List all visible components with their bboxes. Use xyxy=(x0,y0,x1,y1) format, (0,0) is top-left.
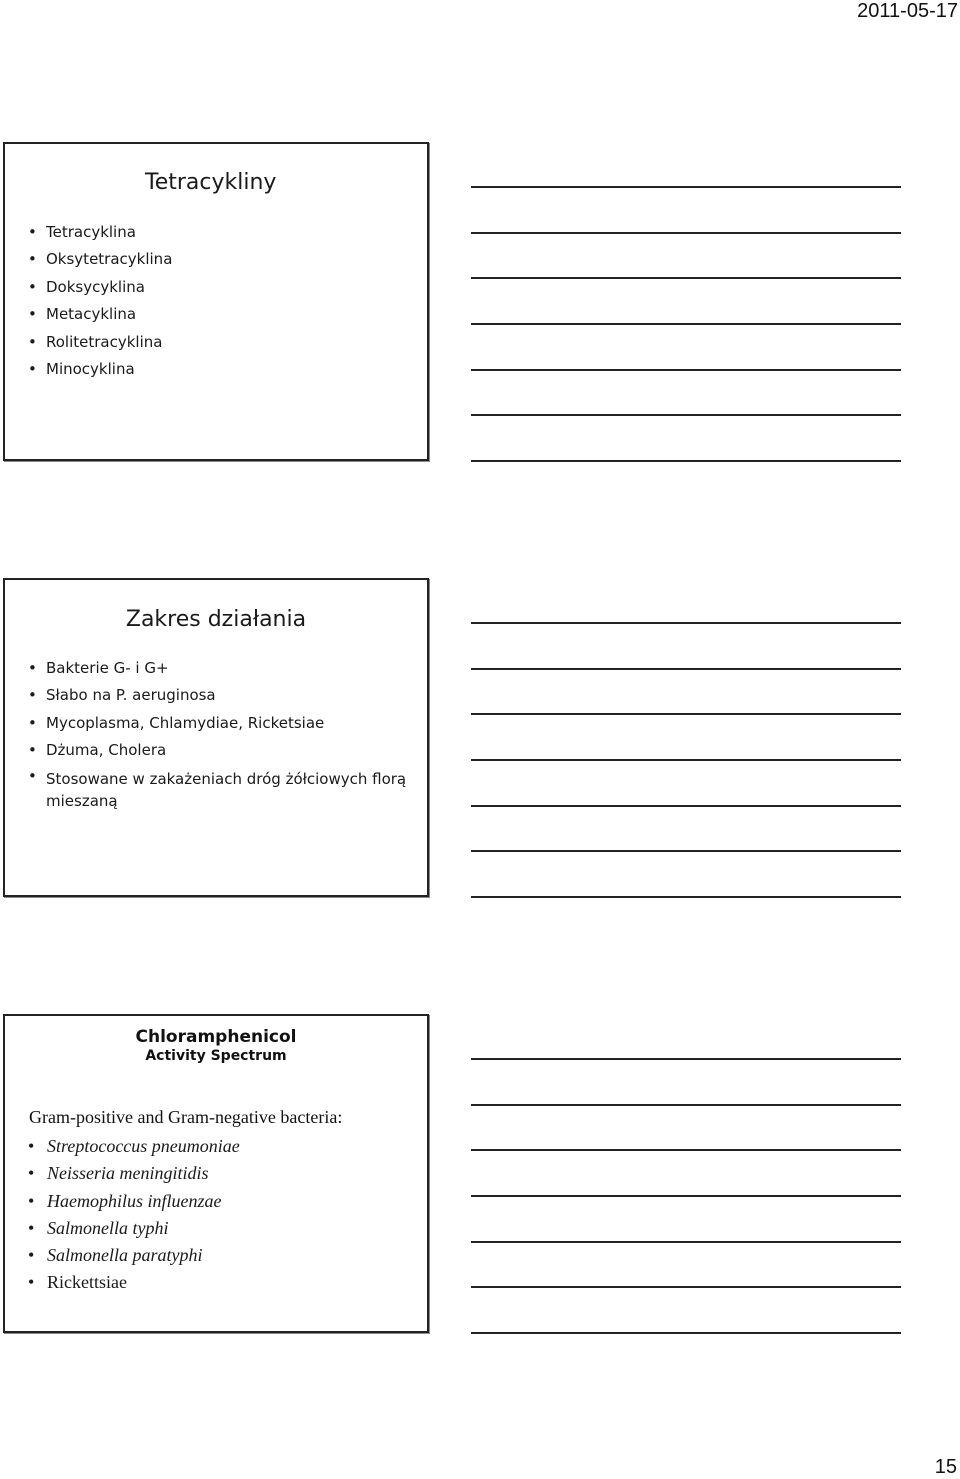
note-line xyxy=(471,1332,901,1334)
list-item: • Bakterie G- i G+ xyxy=(27,655,407,682)
note-line xyxy=(471,759,901,761)
slide-chloramphenicol xyxy=(3,1014,429,1333)
bullet-list xyxy=(27,219,407,383)
list-item-text: Salmonella paratyphi xyxy=(47,1245,203,1266)
note-line xyxy=(471,369,901,371)
list-item xyxy=(27,1188,407,1215)
slide-title: Zakres działania xyxy=(125,607,307,632)
note-line xyxy=(471,1195,901,1197)
list-item-text: Streptococcus pneumoniae xyxy=(47,1136,240,1156)
list-item xyxy=(27,1133,407,1160)
bullet-list xyxy=(27,1133,407,1297)
list-item: • Doksycyklina xyxy=(27,274,407,301)
note-line xyxy=(471,232,901,234)
note-line xyxy=(471,1104,901,1106)
list-item-text: Rickettsiae xyxy=(47,1272,127,1293)
list-item-text: Haemophilus influenzae xyxy=(47,1190,222,1211)
note-line xyxy=(471,1149,901,1151)
note-line xyxy=(471,186,901,188)
slide-subtitle: Activity Spectrum xyxy=(145,1048,287,1064)
list-item: • Mycoplasma, Chlamydiae, Ricketsiae xyxy=(27,710,407,737)
list-item-text: Neisseria meningitidis xyxy=(47,1163,209,1184)
note-line xyxy=(471,805,901,807)
slide-title: Tetracykliny xyxy=(145,170,277,195)
slide-title: Chloramphenicol xyxy=(135,1027,297,1047)
note-line xyxy=(471,713,901,715)
page-number: 15 xyxy=(934,1456,957,1478)
slide-tetracykliny xyxy=(3,142,429,461)
note-line xyxy=(471,323,901,325)
list-item: • Metacyklina xyxy=(27,301,407,328)
note-line xyxy=(471,850,901,852)
bullet-list xyxy=(27,655,407,812)
slide-intro: Gram-positive and Gram-negative bacteria: xyxy=(29,1107,343,1127)
list-item: • Słabo na P. aeruginosa xyxy=(27,682,407,709)
note-line xyxy=(471,896,901,898)
note-line xyxy=(471,277,901,279)
note-line xyxy=(471,1241,901,1243)
list-item: • Rolitetracyklina xyxy=(27,329,407,356)
list-item: • Minocyklina xyxy=(27,356,407,383)
list-item xyxy=(27,1242,407,1269)
list-item xyxy=(27,1269,407,1296)
list-item xyxy=(27,1160,407,1187)
note-line xyxy=(471,1286,901,1288)
note-line xyxy=(471,1058,901,1060)
note-line xyxy=(471,460,901,462)
list-item xyxy=(27,1215,407,1242)
slide-zakres-dzialania xyxy=(3,578,429,897)
list-item: • Oksytetracyklina xyxy=(27,246,407,273)
list-item: • Stosowane w zakażeniach dróg żółciowych florą mieszaną xyxy=(27,765,407,812)
list-item-text: Salmonella typhi xyxy=(47,1217,169,1238)
header-date: 2011-05-17 xyxy=(857,0,958,22)
list-item: • Dżuma, Cholera xyxy=(27,737,407,764)
note-line xyxy=(471,668,901,670)
note-line xyxy=(471,414,901,416)
note-line xyxy=(471,622,901,624)
list-item: • Tetracyklina xyxy=(27,219,407,246)
